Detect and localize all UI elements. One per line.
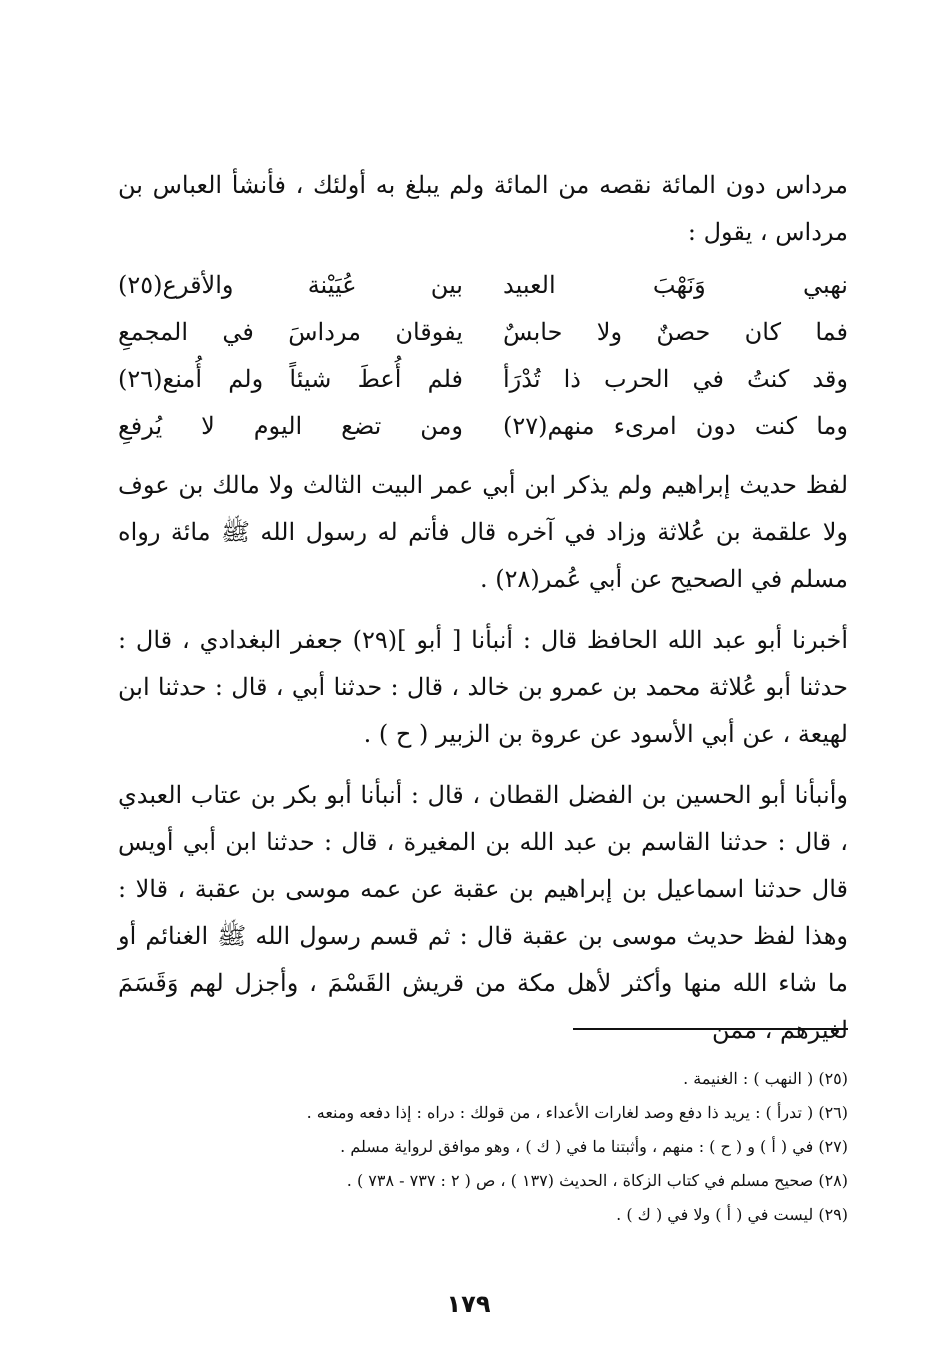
verse-first-hemistich: نهبي وَنَهْبَ العبيد	[503, 271, 848, 299]
page-number: ١٧٩	[446, 1290, 491, 1318]
verse-second-hemistich: ومن تضع اليوم لا يُرفعِ	[118, 412, 463, 440]
verse-first-hemistich: وما كنت دون امرىء منهم(٢٧)	[503, 412, 848, 440]
poem-verse	[118, 403, 848, 450]
poem-verse	[118, 309, 848, 356]
paragraph-text: وأنبأنا أبو الحسين بن الفضل القطان ، قال : أنبأنا أبو بكر بن عتاب العبدي ، قال : حدثنا القاسم بن عبد الله بن المغيرة ، قال : حدثنا ابن أبي أويس قال حدثنا اسماعيل بن إبراهيم بن عقبة عن عمه موسى بن عقبة ، قالا : وهذا لفظ حديث موسى بن عقبة قال : ثم قسم رسول الله ﷺ الغنائم أو ما شاء الله منها وأكثر لأهل مكة من قريش القَسْمَ ، وأجزل لهم وَقَسَمَ لغيرهم ، ممن	[118, 781, 848, 1044]
footnote-separator	[573, 1028, 848, 1030]
paragraph-isnad-1	[118, 617, 848, 758]
footnote-29: (٢٩) ليست في ( أ ) ولا في ( ك ) .	[616, 1205, 848, 1224]
paragraph-intro	[118, 162, 848, 256]
poem	[118, 262, 848, 450]
paragraph-isnad-2	[118, 772, 848, 1054]
footnotes	[118, 1062, 848, 1232]
paragraph-text: مرداس دون المائة نقصه من المائة ولم يبلغ به أولئك ، فأنشأ العباس بن مرداس ، يقول :	[118, 171, 848, 246]
footnote-25: (٢٥) ( النهب ) : الغنيمة .	[683, 1069, 848, 1088]
paragraph-text: لفظ حديث إبراهيم ولم يذكر ابن أبي عمر البيت الثالث ولا مالك بن عوف ولا علقمة بن عُلاثة وزاد في آخره قال فأتم له رسول الله ﷺ مائة رواه مسلم في الصحيح عن أبي عُمر(٢٨) .	[118, 471, 848, 593]
paragraph-text: أخبرنا أبو عبد الله الحافظ قال : أنبأنا [ أبو ](٢٩) جعفر البغدادي ، قال : حدثنا أبو عُلاثة محمد بن عمرو بن خالد ، قال : حدثنا أبي ، قال : حدثنا ابن لهيعة ، عن أبي الأسود عن عروة بن الزبير ( ح ) .	[118, 626, 849, 748]
verse-second-hemistich: بين عُيَيْنة والأقرع(٢٥)	[118, 271, 463, 299]
footnote-27: (٢٧) في ( أ ) و ( ح ) : منهم ، وأثبتنا ما في ( ك ) ، وهو موافق لرواية مسلم .	[340, 1137, 848, 1156]
footnote-28: (٢٨) صحيح مسلم في كتاب الزكاة ، الحديث (١٣٧ ) ، ص ( ٢ : ٧٣٧ - ٧٣٨ ) .	[346, 1171, 848, 1190]
footnote-26: (٢٦) ( تدرأ ) : يريد ذا دفع وصد لغارات الأعداء ، من قولك : دراه : إذا دفعه ومنعه .	[306, 1103, 848, 1122]
poem-verse	[118, 356, 848, 403]
paragraph-hadith-wording	[118, 462, 848, 603]
verse-second-hemistich: يفوقان مرداسَ في المجمعِ	[118, 318, 463, 346]
verse-second-hemistich: فلم أُعطَ شيئاً ولم أُمنع(٢٦)	[118, 365, 463, 393]
verse-first-hemistich: فما كان حصنٌ ولا حابسٌ	[503, 318, 848, 346]
poem-verse	[118, 262, 848, 309]
verse-first-hemistich: وقد كنتُ في الحرب ذا تُدْرَأ	[503, 365, 848, 393]
